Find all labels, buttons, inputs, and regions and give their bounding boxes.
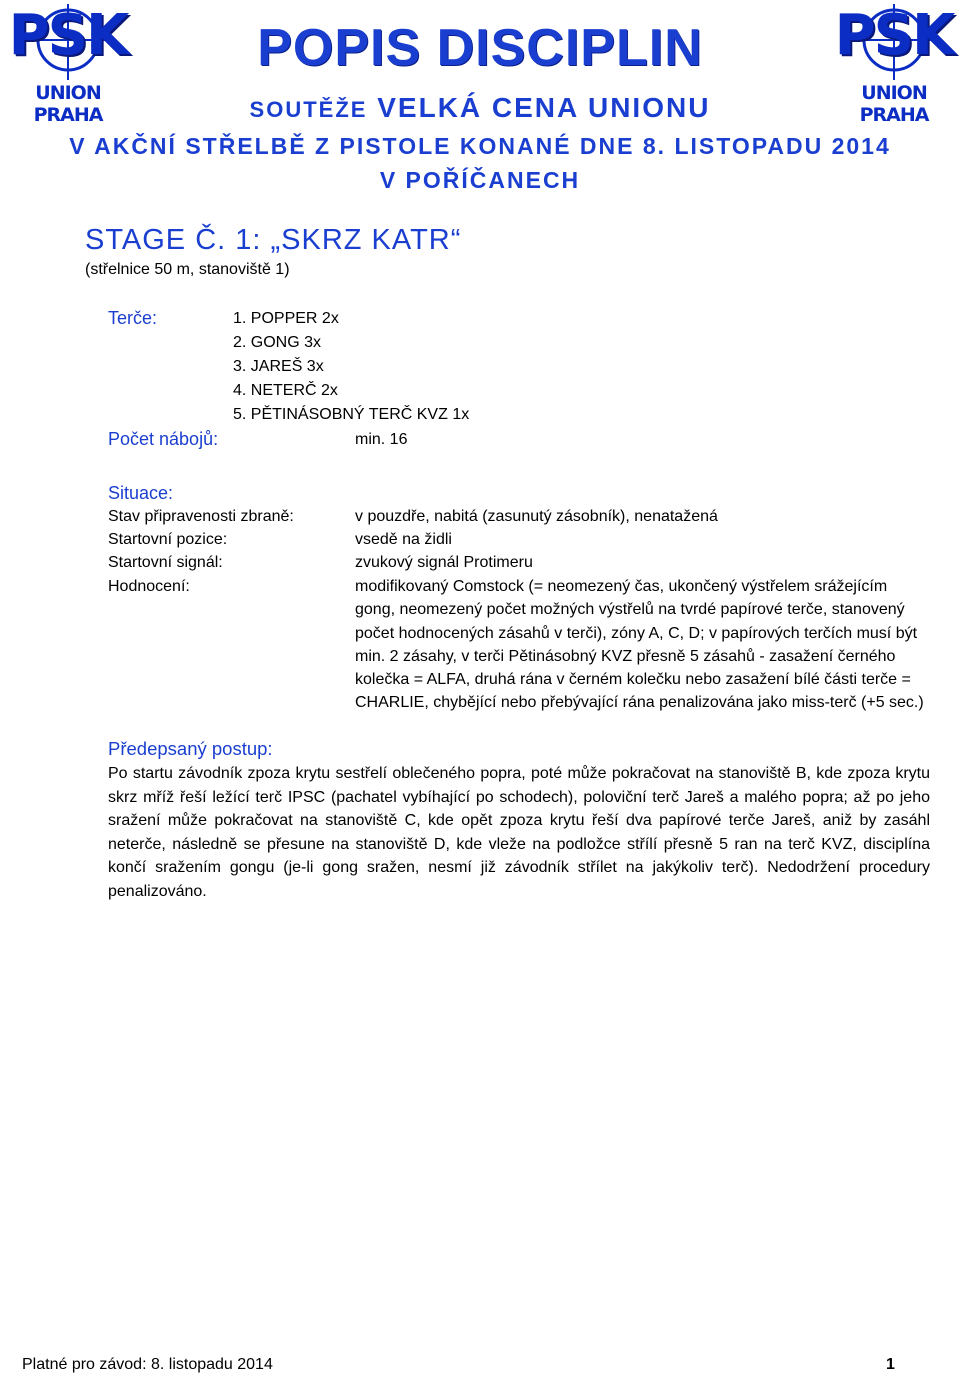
psk-logo-left xyxy=(6,3,130,126)
ammo-label: Počet nábojů: xyxy=(108,429,219,449)
weapon-state-label: Stav připravenosti zbraně: xyxy=(108,508,294,525)
weapon-state-value: v pouzdře, nabitá (zasunutý zásobník), nenatažená xyxy=(355,508,718,525)
stage-note: (střelnice 50 m, stanoviště 1) xyxy=(85,261,290,278)
scoring-value: modifikovaný Comstock (= neomezený čas, ukončený výstřelem srážejícím gong, neomezený počet možných výstřelů na tvrdé papírové terče, stanovený počet hodnocených zásahů v terči), zóny A, C, D; v papírových terčích musí být min. 2 zásahy, v terči Pětinásobný KVZ přesně 5 zásahů - zasažení černého kolečka = ALFA, druhá rána v černém kolečku nebo zasažení bílé části terče = CHARLIE, chybějící nebo přebývající rána penalizována jako miss-terč (+5 sec.) xyxy=(355,578,924,712)
psk-logo-right xyxy=(832,3,956,126)
logo-psk-text: PSK xyxy=(834,3,954,68)
logo-psk-text: PSK xyxy=(8,3,128,68)
footer-valid-for: Platné pro závod: 8. listopadu 2014 xyxy=(22,1356,273,1373)
targets-list xyxy=(233,307,469,427)
list-item: 1. POPPER 2x xyxy=(233,310,339,327)
subtitle-line2: V AKČNÍ STŘELBĚ Z PISTOLE KONANÉ DNE 8. LISTOPADU 2014 xyxy=(69,133,891,159)
logo-union-text: UNION PRAHA xyxy=(859,82,929,126)
subtitle-competition xyxy=(160,90,800,128)
targets-label: Terče: xyxy=(108,308,158,328)
list-item: 2. GONG 3x xyxy=(233,334,322,351)
subtitle-main: VELKÁ CENA UNIONU xyxy=(377,92,711,123)
procedure-label: Předepsaný postup: xyxy=(108,738,273,759)
procedure-text: Po startu závodník zpoza krytu sestřelí oblečeného popra, poté může pokračovat na stanoviště B, kde zpoza krytu skrz mříž řeší ležící terč IPSC (pachatel vybíhající po schodech), poloviční terč Jareš a malého popra; až po jeho sražení může pokračovat na stanoviště C, kde opět zpoza krytu řeší dva papírové terče Jareš, aniž by zasáhl neterče, následně se přesune na stanoviště D, kde vleže na podložce střílí přesně 5 ran na terč KVZ, disciplína končí sražením gongu (je-li gong sražen, nesmí již závodník střílet na jakýkoliv terč). Nedodržení procedury penalizováno. xyxy=(108,765,930,900)
situation-label: Situace: xyxy=(108,483,174,503)
page-number: 1 xyxy=(886,1356,895,1373)
ammo-value: min. 16 xyxy=(355,431,408,448)
scoring-label: Hodnocení: xyxy=(108,578,190,595)
subtitle-line3: V POŘÍČANECH xyxy=(379,167,581,193)
list-item: 3. JAREŠ 3x xyxy=(233,358,324,375)
page-title: POPIS DISCIPLIN xyxy=(257,19,703,77)
list-item: 4. NETERČ 2x xyxy=(233,382,338,399)
start-signal-label: Startovní signál: xyxy=(108,554,223,571)
start-position-label: Startovní pozice: xyxy=(108,531,228,548)
start-position-value: vsedě na židli xyxy=(355,531,452,548)
stage-title: STAGE Č. 1: „SKRZ KATR“ xyxy=(85,224,462,256)
start-signal-value: zvukový signál Protimeru xyxy=(355,554,533,571)
subtitle-small: SOUTĚŽE xyxy=(249,97,368,122)
logo-union-text: UNION PRAHA xyxy=(33,82,103,126)
list-item: 5. PĚTINÁSOBNÝ TERČ KVZ 1x xyxy=(233,406,470,423)
